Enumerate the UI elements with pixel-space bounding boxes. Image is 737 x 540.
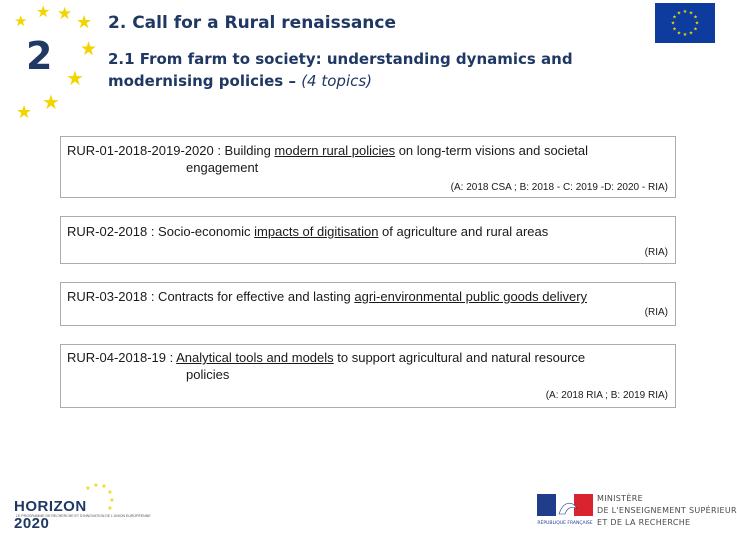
subsection-topic-count: (4 topics) [301,72,373,90]
topic-code: RUR-02-2018 : [67,224,155,239]
svg-text:★: ★ [85,485,91,492]
star-icon: ★ [36,2,51,21]
topic-keyword-link[interactable]: Analytical tools and models [176,350,334,365]
svg-text:★: ★ [109,497,115,504]
star-icon: ★ [76,12,93,33]
star-icon: ★ [14,12,28,30]
svg-text:★: ★ [107,505,113,512]
svg-text:★: ★ [676,30,682,37]
svg-text:★: ★ [676,10,682,17]
topic-text: on long-term visions and societal [395,143,589,158]
svg-text:★: ★ [93,482,99,489]
svg-text:★: ★ [672,26,677,33]
horizon-2020-tagline: LE PROGRAMME DE RECHERCHE ET D'INNOVATION DE L'UNION EUROPÉENNE [16,514,151,518]
star-icon: ★ [42,90,60,114]
svg-text:★: ★ [670,20,676,27]
horizon-2020-text: HORIZON 2020 [14,498,87,532]
star-icon: ★ [66,66,84,90]
section-title: 2. Call for a Rural renaissance [108,13,397,33]
topic-funding-info: (A: 2018 RIA ; B: 2019 RIA) [545,390,668,401]
ministry-line: MINISTÈRE [597,494,643,503]
republic-text: RÉPUBLIQUE FRANÇAISE [537,521,593,526]
topic-keyword-link[interactable]: impacts of digitisation [254,224,379,239]
topic-box-rur-02 [60,216,676,264]
topic-code: RUR-03-2018 : [67,289,155,304]
topic-text: to support agricultural and natural resource [333,350,586,365]
svg-text:★: ★ [101,483,107,490]
topic-title-continued: policies [186,367,230,382]
topic-text: Contracts for effective and lasting [154,289,355,304]
topic-text: Building [220,143,275,158]
ministry-line: ET DE LA RECHERCHE [597,518,691,527]
svg-text:★: ★ [688,10,694,17]
svg-text:★: ★ [682,9,688,15]
marianne-logo-icon [537,494,593,526]
subsection-title [108,48,628,92]
svg-text:★: ★ [694,20,700,27]
subsection-title-text: 2.1 From farm to society: understanding dynamics and modernising policies – [108,50,573,90]
topic-box-rur-04 [60,344,676,408]
horizon-2020-logo [14,482,151,532]
topic-code: RUR-01-2018-2019-2020 : [67,143,221,158]
topic-funding-info: (RIA) [644,307,668,318]
svg-text:★: ★ [693,26,698,33]
svg-text:★: ★ [672,14,677,21]
svg-text:★: ★ [107,489,113,496]
topic-keyword-link[interactable]: modern rural policies [274,143,396,158]
topic-funding-info: (RIA) [644,247,668,258]
topic-title [67,289,587,304]
eu-flag-icon [655,3,715,43]
topic-title [67,224,548,239]
svg-text:★: ★ [693,14,698,21]
topic-text: Socio-economic [154,224,255,239]
topic-title [67,143,588,158]
star-icon: ★ [16,102,33,123]
topic-title [67,350,585,365]
ministry-name [597,494,737,528]
svg-text:★: ★ [688,30,694,37]
section-number: 2 [26,34,53,78]
star-icon: ★ [57,4,73,24]
topic-title-continued: engagement [186,160,259,175]
svg-text:★: ★ [682,32,688,38]
topic-text: of agriculture and rural areas [378,224,549,239]
topic-funding-info: (A: 2018 CSA ; B: 2018 - C: 2019 -D: 2020 - RIA) [450,182,668,193]
topic-keyword-link[interactable]: agri-environmental public goods delivery [354,289,588,304]
topic-box-rur-01 [60,136,676,198]
ministry-line: DE L'ENSEIGNEMENT SUPÉRIEUR [597,506,737,515]
topic-box-rur-03 [60,282,676,326]
topic-code: RUR-04-2018-19 : [67,350,174,365]
star-icon: ★ [80,38,98,60]
